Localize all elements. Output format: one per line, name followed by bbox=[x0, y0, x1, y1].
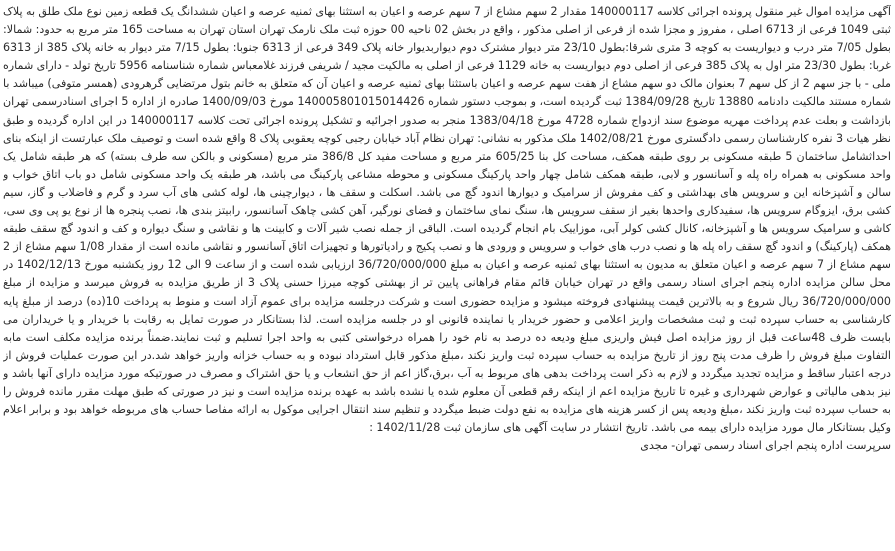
auction-notice bbox=[3, 3, 891, 548]
notice-body: آگهی مزایده اموال غیر منقول پرونده اجرائی کلاسه 140000117 مقدار 2 سهم مشاع از 7 سهم عرصه و اعیان به استثنا بهای ثمنیه عرصه و اعیان ششدانگ یک قطعه زمین نوع ملک طلق به پلاک ثبتی 1049 فرعی از 6713 اصلی ، مفروز و مجزا شده از فرعی از اصلی مذکور ، واقع در بخش 02 ناحیه 00 حوزه ثبت ملک نارمک تهران استان تهران به مساحت 165 متر مربع به حدود: شمالا: بطول 7/05 متر درب و دیواریست به کوچه 3 متری شرقا:بطول 23/10 متر دیوار مشترک دوم دیواربدیوار خانه پلاک 349 فرعی از 6313 جنوبا: بطول 7/15 متر دیوار به خانه پلاک 385 از 6313 غربا: بطول 23/30 متر اول به پلاک 385 فرعی از اصلی دوم دیواریست به خانه 1129 فرعی از اصلی به مالکیت مجید / شریفی فرزند غلامعباس شماره شناسنامه 5956 تاریخ تولد - دارای شماره ملی - با جز سهم 2 از کل سهم 7 بعنوان مالک دو سهم مشاع از هفت سهم عرصه و اعیان باستثنا بهای ثمنیه عرصه و اعیان آن که متعلق به خانم بتول مرتضایی گرهرودی (همسر متوفی) میباشد با شماره مستند مالکیت دادنامه 13880 تاریخ 1384/09/28 ثبت گردیده است، و بموجب دستور شماره 140005801015014426 مورخ 1400/09/03 صادره از اداره 5 اجرای اسنادرسمی تهران بازداشت و بعلت عدم پرداخت مهریه موضوع سند ازدواج شماره 4728 مورخ 1383/04/18 منجر به صدور اجرائیه و تشکیل پرونده اجرائی تحت کلاسه 140000117 در این اداره گردیده و طبق نظر هیات 3 نفره کارشناسان رسمی دادگستری مورخ 1402/08/21 ملک مذکور به نشانی: تهران نظام آباد خیابان رجبی کوچه یعقوبی پلاک 8 واقع شده است و توصیف ملک عبارتست از اینکه بنای احداثشامل ساختمان 5 طبقه مسکونی بر روی طبقه همکف، مساحت کل بنا 605/25 متر مربع و مساحت مفید کل 386/8 متر مربع (مسکونی و بالکن سه طرف بسته) که هر طبقه شامل یک واحد مسکونی به همراه راه پله و آسانسور و لابی، طبقه همکف شامل چهار واحد پارکینگ مسکونی و محوطه مشاعی پارکینگ می باشد، هر طبقه یک واحد مسکونی شامل دو باب اتاق خواب و سالن و آشپزخانه این و سرویس های بهداشتی و کف مفروش از سرامیک و دیوارها اندود گچ می باشد. اسکلت و سقف ها ، دیوارچینی ها، لوله کشی های آب سرد و گرم و فاضلاب و گاز، سیم کشی برق، ایزوگام سرویس ها، سفیدکاری واحدها بغیر از سقف سرویس ها، سنگ نمای ساختمان و فضای نورگیر، آهن کشی چاهک آسانسور، رابیتز بندی ها، نصب پنجره ها از نوع یو پی وی سی، کاشی و سرامیک سرویس ها و آشپزخانه، کانال کشی کولر آبی، موزاییک بام انجام گردیده است. الباقی از جمله نصب شیر آلات و کابینت ها و نقاشی و سنگ دیواره و کف و اندود گچ سقف طبقه همکف (پارکینگ) و اندود گچ سقف راه پله ها و نصب درب های خواب و سرویس و ورودی ها و نصب پکیج و رادیاتورها و تجهیزات اتاق آسانسور و نقاشی مانده است از مقدار 1/08 سهم مشاع از 2 سهم مشاع از 7 سهم عرصه و اعیان متعلق به مدیون به استثنا بهای ثمنیه عرصه و اعیان به مبلغ 36/720/000/000 ارزیابی شده است و از ساعت 9 الی 12 روز یکشنبه مورخ 1402/12/13 در محل سالن مزایده اداره پنجم اجرای اسناد رسمی واقع در تهران خیابان قائم مقام فراهانی پایین تر از بهشتی کوچه میرزا حسنی پلاک 3 از طریق مزایده به فروش میرسد و مزایده از مبلغ 36/720/000/000 ریال شروع و به بالاترین قیمت پیشنهادی فروخته میشود و مزایده حضوری است و شرکت درجلسه مزایده برای عموم آزاد است و منوط به پرداخت 10(ده) درصد از مبلغ پایه کارشناسی به حساب سپرده ثبت و ثبت مشخصات واریز اعلامی و حضور خریدار یا نماینده قانونی او در جلسه مزایده است. لذا بستانکار در صورت تمایل به رقابت با خریدار و یا خریداران می بایست ظرف 48ساعت قبل از روز مزایده اصل فیش واریزی مبلغ ودیعه ده درصد به نام خود را همراه درخواستی کتبی به واحد اجرا تسلیم و ثبت نمایند.ضمناً برنده مزایده مکلف است مابه التفاوت مبلغ فروش را ظرف مدت پنج روز از تاریخ مزایده به حساب سپرده ثبت واریز نکند ،مبلغ مذکور قابل استرداد نبوده و به حساب خزانه واریز خواهد شد.در این صورت عملیات فروش از درجه اعتبار ساقط و مزایده تجدید میگردد و لازم به ذکر است پرداخت بدهی های مربوط به آب ،برق،گاز اعم از حق انشعاب و یا حق اشتراک و مصرف در صورتیکه مورد مزایده دارای آنها باشد و نیز بدهی مالیاتی و عوارض شهرداری و غیره تا تاریخ مزایده اعم از اینکه رقم قطعی آن معلوم شده یا نشده باشد به عهده برنده مزایده است و نیز در صورتی که طبق مهلت مقرر مانده فروش را به حساب سپرده ثبت واریز نکند ،مبلغ ودیعه پس از کسر هزینه های مزایده به نفع دولت ضبط میگردد و تنظیم سند انتقال اجرایی موکول به ارائه مفاصا حساب های مربوطه خواهد بود و برابر اعلام وکیل بستانکار مال مورد مزایده دارای بیمه می باشد. تاریخ انتشار در سایت آگهی های سازمان ثبت 1402/11/28 : bbox=[3, 5, 891, 435]
notice-signature: سرپرست اداره پنجم اجرای اسناد رسمی تهران- مجدی bbox=[640, 439, 891, 453]
